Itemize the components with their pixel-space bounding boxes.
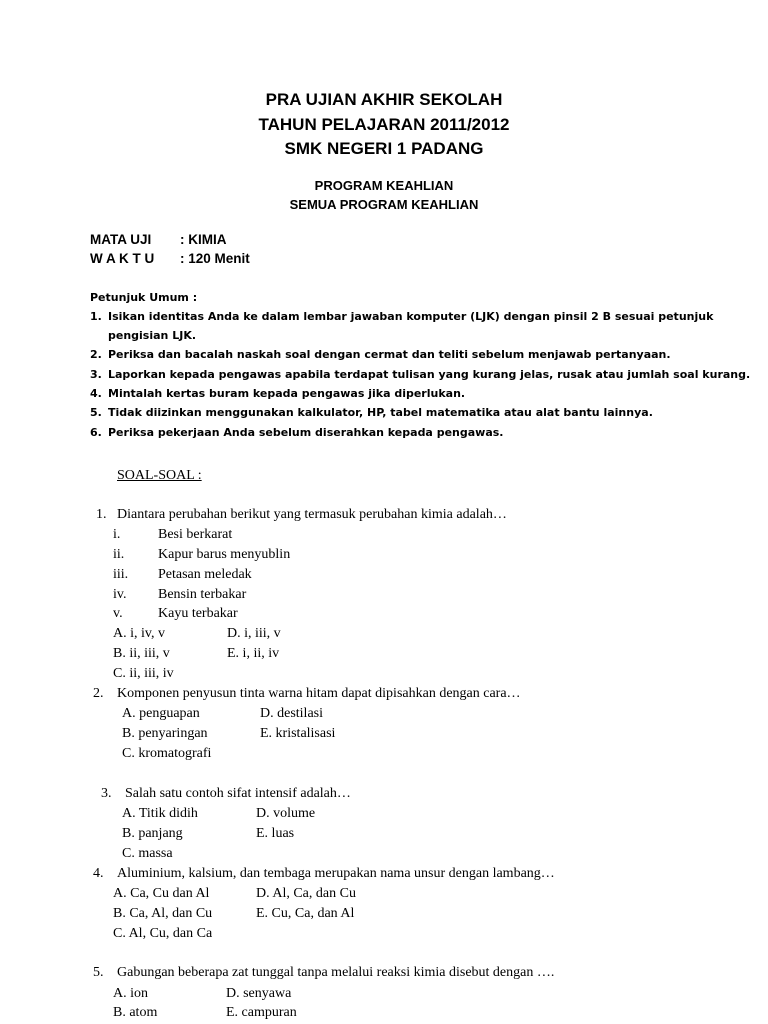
academic-year: TAHUN PELAJARAN 2011/2012 bbox=[258, 115, 510, 134]
question-number: 5. bbox=[93, 965, 104, 980]
answer-option-e: E. Cu, Ca, dan Al bbox=[256, 906, 355, 921]
instruction-text: Tidak diizinkan menggunakan kalkulator, HP, tabel matematika atau alat bantu lainnya. bbox=[108, 406, 653, 419]
time-value: : 120 Menit bbox=[180, 251, 250, 266]
instruction-number: 1. bbox=[90, 310, 102, 323]
program-label: PROGRAM KEAHLIAN bbox=[314, 178, 454, 193]
answer-option-c: C. ii, iii, iv bbox=[113, 666, 174, 681]
instruction-text: Laporkan kepada pengawas apabila terdapat tulisan yang kurang jelas, rusak atau jumlah soal kurang. bbox=[108, 368, 751, 381]
time-label: W A K T U bbox=[90, 251, 155, 266]
statement-number: iii. bbox=[113, 567, 129, 582]
answer-option-e: E. luas bbox=[256, 826, 295, 841]
answer-option-b: B. penyaringan bbox=[122, 726, 208, 741]
question-number: 4. bbox=[93, 866, 104, 881]
question-text: Diantara perubahan berikut yang termasuk perubahan kimia adalah… bbox=[117, 507, 507, 522]
instruction-text: Mintalah kertas buram kepada pengawas jika diperlukan. bbox=[108, 387, 466, 400]
instruction-text: Periksa pekerjaan Anda sebelum diserahkan kepada pengawas. bbox=[108, 426, 504, 439]
instruction-text-continued: pengisian LJK. bbox=[108, 329, 197, 342]
answer-option-a: A. penguapan bbox=[122, 706, 200, 721]
exam-title: PRA UJIAN AKHIR SEKOLAH bbox=[265, 90, 503, 109]
program-value: SEMUA PROGRAM KEAHLIAN bbox=[289, 197, 479, 212]
answer-option-a: A. Titik didih bbox=[122, 806, 198, 821]
instruction-number: 2. bbox=[90, 348, 102, 361]
statement-number: iv. bbox=[113, 587, 127, 602]
subject-value: : KIMIA bbox=[180, 232, 227, 247]
answer-option-b: B. panjang bbox=[122, 826, 183, 841]
answer-option-d: D. i, iii, v bbox=[227, 626, 281, 641]
instruction-number: 4. bbox=[90, 387, 102, 400]
answer-option-d: D. volume bbox=[256, 806, 316, 821]
answer-option-a: A. Ca, Cu dan Al bbox=[113, 886, 210, 901]
instruction-text: Isikan identitas Anda ke dalam lembar jawaban komputer (LJK) dengan pinsil 2 B sesuai petunjuk bbox=[108, 310, 714, 323]
answer-option-e: E. i, ii, iv bbox=[227, 646, 280, 661]
question-number: 3. bbox=[101, 786, 112, 801]
answer-option-d: D. senyawa bbox=[226, 986, 292, 1001]
answer-option-d: D. destilasi bbox=[260, 706, 323, 721]
instructions-heading: Petunjuk Umum : bbox=[90, 291, 198, 304]
answer-option-b: B. ii, iii, v bbox=[113, 646, 170, 661]
instruction-text: Periksa dan bacalah naskah soal dengan cermat dan teliti sebelum menjawab pertanyaan. bbox=[108, 348, 671, 361]
answer-option-a: A. ion bbox=[113, 986, 148, 1001]
statement-text: Kayu terbakar bbox=[158, 606, 238, 621]
statement-number: i. bbox=[113, 527, 121, 542]
answer-option-d: D. Al, Ca, dan Cu bbox=[256, 886, 356, 901]
question-text: Gabungan beberapa zat tunggal tanpa melalui reaksi kimia disebut dengan …. bbox=[117, 965, 555, 980]
statement-number: ii. bbox=[113, 547, 125, 562]
school-name: SMK NEGERI 1 PADANG bbox=[284, 139, 484, 158]
subject-label: MATA UJI bbox=[90, 232, 152, 247]
answer-option-a: A. i, iv, v bbox=[113, 626, 165, 641]
statement-text: Kapur barus menyublin bbox=[158, 547, 291, 562]
section-title: SOAL-SOAL : bbox=[117, 468, 202, 483]
question-text: Komponen penyusun tinta warna hitam dapat dipisahkan dengan cara… bbox=[117, 686, 521, 701]
answer-option-c: C. kromatografi bbox=[122, 746, 212, 761]
answer-option-c: C. Al, Cu, dan Ca bbox=[113, 926, 213, 941]
statement-number: v. bbox=[113, 606, 123, 621]
statement-text: Besi berkarat bbox=[158, 527, 233, 542]
instruction-number: 5. bbox=[90, 406, 102, 419]
instruction-number: 3. bbox=[90, 368, 102, 381]
question-number: 2. bbox=[93, 686, 104, 701]
answer-option-e: E. campuran bbox=[226, 1005, 297, 1020]
answer-option-c: C. massa bbox=[122, 846, 173, 861]
question-number: 1. bbox=[96, 507, 107, 522]
answer-option-e: E. kristalisasi bbox=[260, 726, 336, 741]
answer-option-b: B. Ca, Al, dan Cu bbox=[113, 906, 213, 921]
statement-text: Petasan meledak bbox=[158, 567, 252, 582]
instruction-number: 6. bbox=[90, 426, 102, 439]
statement-text: Bensin terbakar bbox=[158, 587, 247, 602]
question-text: Aluminium, kalsium, dan tembaga merupakan nama unsur dengan lambang… bbox=[117, 866, 555, 881]
answer-option-b: B. atom bbox=[113, 1005, 158, 1020]
question-text: Salah satu contoh sifat intensif adalah… bbox=[125, 786, 351, 801]
